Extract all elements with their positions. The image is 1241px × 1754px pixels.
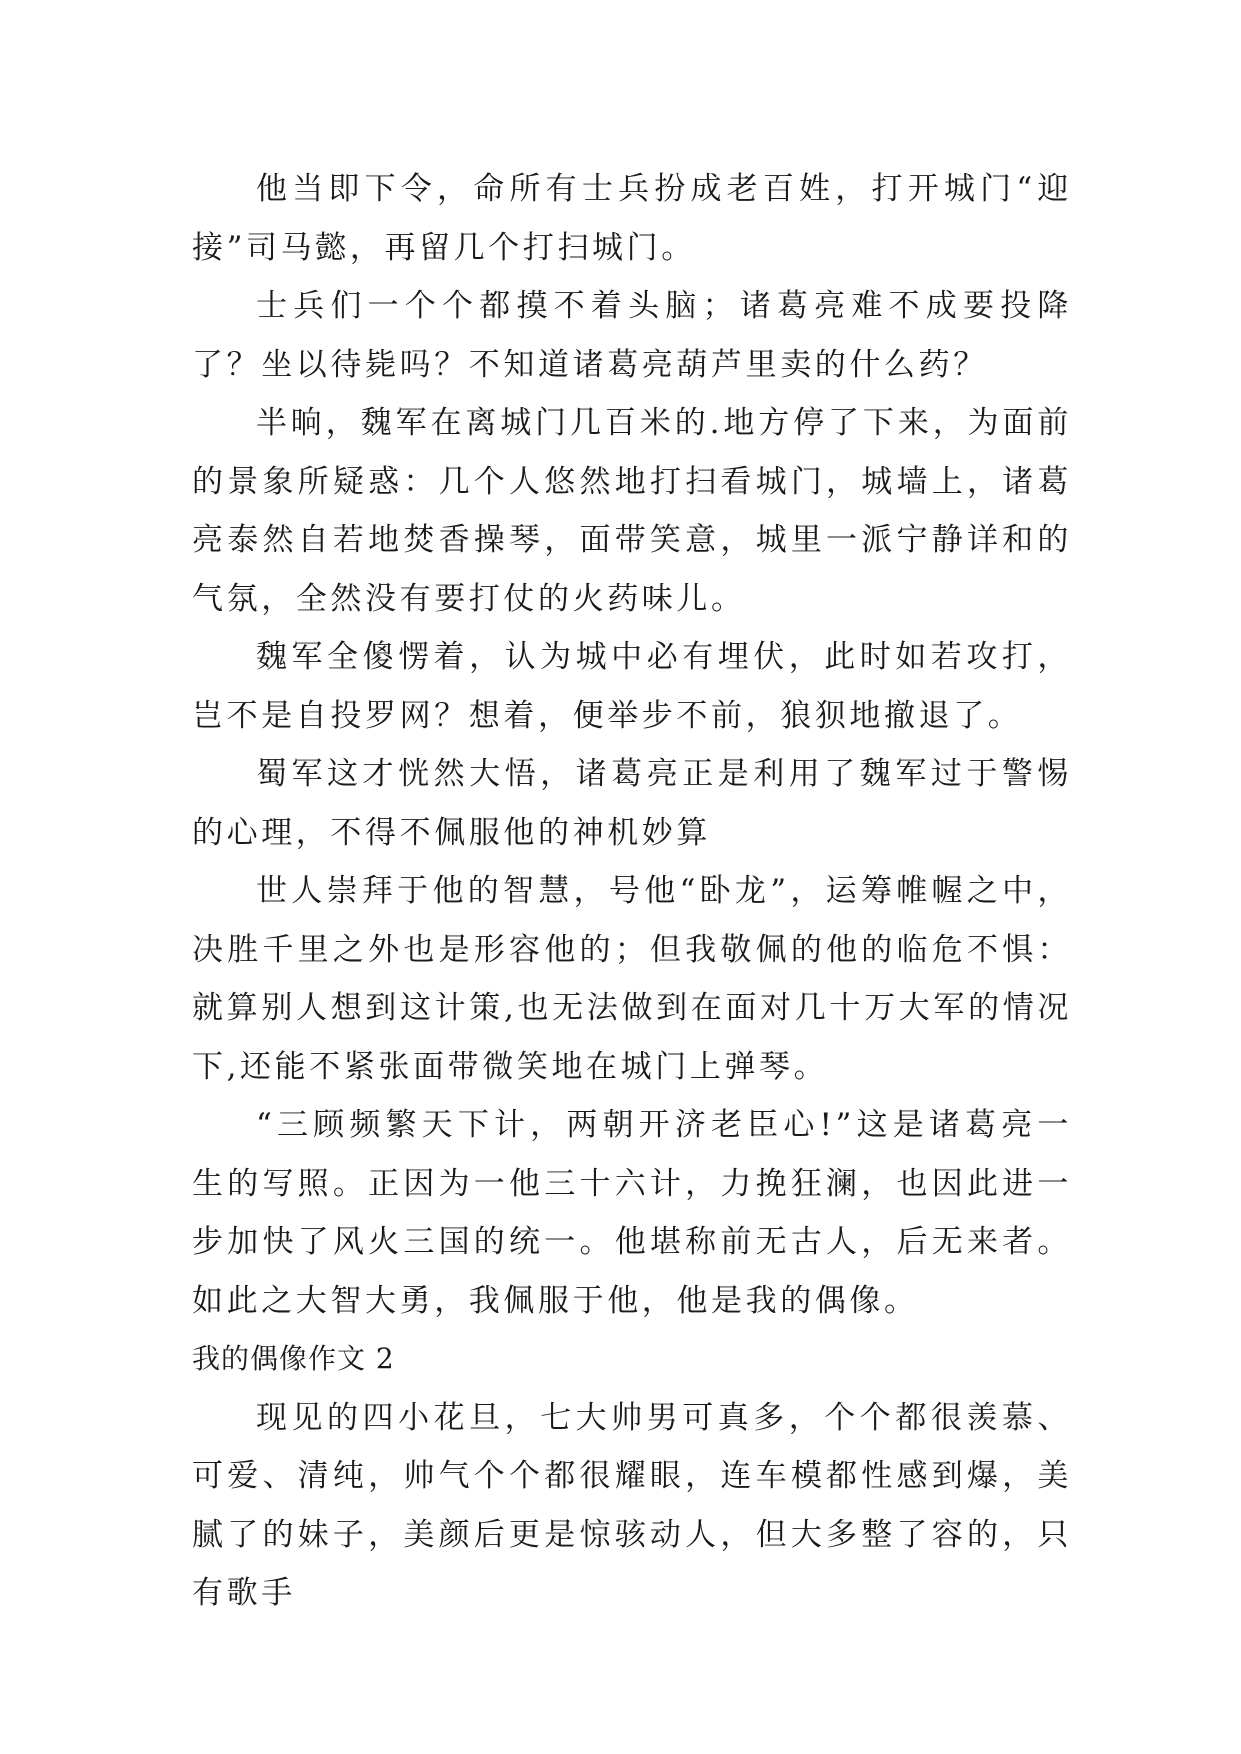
paragraph-admiration: 世人崇拜于他的智慧，号他“卧龙”，运筹帷幄之中，决胜千里之外也是形容他的；但我敬佩的他的临危不惧：就算别人想到这计策,也无法做到在面对几十万大军的情况下,还能不紧张面带微笑地在城门上弹琴。 [192,873,1072,1085]
section-heading: 我的偶像作文 2 [192,1342,395,1375]
document-body [192,160,1072,1623]
paragraph-conclusion: “三顾频繁天下计，两朝开济老臣心!”这是诸葛亮一生的写照。正因为一他三十六计，力挽狂澜，也因此进一步加快了风火三国的统一。他堪称前无古人，后无来者。如此之大智大勇，我佩服于他，他是我的偶像。 [192,1107,1072,1319]
paragraph-soldiers-confused: 士兵们一个个都摸不着头脑；诸葛亮难不成要投降了？坐以待毙吗？不知道诸葛亮葫芦里卖的什么药？ [192,288,1072,383]
paragraph-shu-realization: 蜀军这才恍然大悟，诸葛亮正是利用了魏军过于警惕的心理，不得不佩服他的神机妙算 [192,756,1072,851]
paragraph-essay2-intro: 现见的四小花旦，七大帅男可真多，个个都很羡慕、可爱、清纯，帅气个个都很耀眼，连车模都性感到爆，美腻了的妹子，美颜后更是惊骇动人，但大多整了容的，只有歌手 [192,1399,1072,1611]
paragraph-wei-army-halts: 半晌，魏军在离城门几百米的.地方停了下来，为面前的景象所疑惑：几个人悠然地打扫看城门，城墙上，诸葛亮泰然自若地焚香操琴，面带笑意，城里一派宁静详和的气氛，全然没有要打仗的火药味儿。 [192,405,1072,617]
paragraph-order: 他当即下令，命所有士兵扮成老百姓，打开城门“迎接”司马懿，再留几个打扫城门。 [192,171,1072,266]
paragraph-wei-retreat: 魏军全傻愣着，认为城中必有埋伏，此时如若攻打，岂不是自投罗网？想着，便举步不前，狼狈地撤退了。 [192,639,1072,734]
